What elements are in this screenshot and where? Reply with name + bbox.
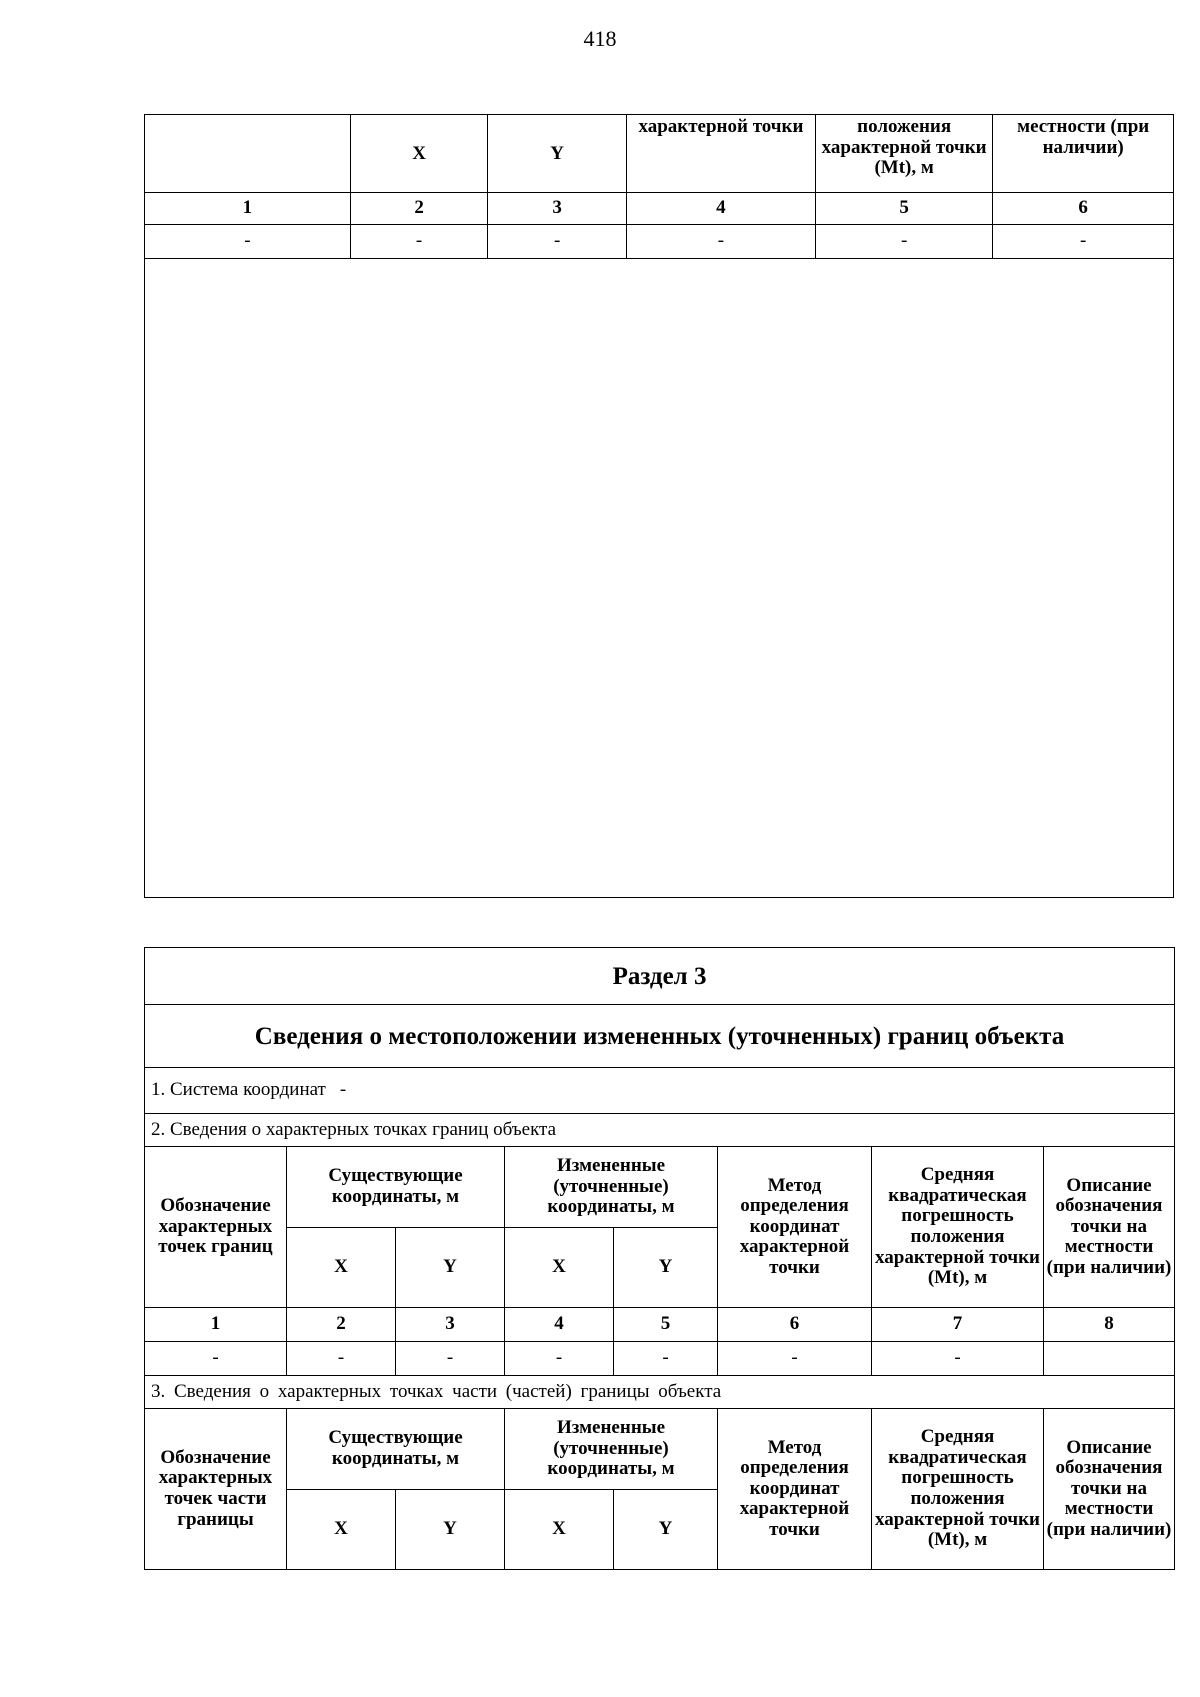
table-cell: - — [718, 1342, 872, 1376]
column-number: 6 — [993, 193, 1174, 225]
coordinate-system-row — [145, 1068, 1175, 1114]
header-cell-y: Y — [488, 115, 627, 193]
header-designation: Обозначение характерных точек границ — [145, 1147, 287, 1308]
column-number: 3 — [396, 1308, 505, 1342]
header-existing-coordinates: Существующие координаты, м — [287, 1409, 505, 1490]
section-title: Раздел 3 — [145, 948, 1175, 1005]
table-cell: - — [396, 1342, 505, 1376]
table-cell — [1044, 1342, 1175, 1376]
header-y: Y — [614, 1228, 718, 1308]
header-description: Описание обозначения точки на местности (при наличии) — [1044, 1147, 1175, 1308]
column-number: 7 — [872, 1308, 1044, 1342]
coordinate-system-label: 1. Система координат — [151, 1079, 326, 1101]
table-cell: - — [614, 1342, 718, 1376]
header-changed-coordinates: Измененные (уточненные) координаты, м — [505, 1409, 718, 1490]
column-number: 4 — [505, 1308, 614, 1342]
header-method: Метод определения координат характерной точки — [718, 1147, 872, 1308]
table-row — [145, 225, 1174, 259]
section-title-row — [145, 948, 1175, 1005]
table-cell: - — [145, 1342, 287, 1376]
column-number: 2 — [350, 193, 488, 225]
part-title-row — [145, 1376, 1175, 1409]
header-cell-description: местности (при наличии) — [993, 115, 1174, 193]
blank-area — [145, 259, 1174, 898]
header-cell-error: положения характерной точки (Mt), м — [815, 115, 992, 193]
points-title: 2. Сведения о характерных точках границ объекта — [145, 1114, 1175, 1147]
header-x: X — [505, 1228, 614, 1308]
empty-plan-area — [145, 259, 1174, 898]
points-title-row — [145, 1114, 1175, 1147]
page-number: 418 — [583, 26, 617, 51]
header-y: Y — [614, 1490, 718, 1570]
column-number: 3 — [488, 193, 627, 225]
header-row-a1 — [145, 1147, 1175, 1228]
table-cell: - — [145, 225, 351, 259]
header-x: X — [287, 1228, 396, 1308]
header-row-b1 — [145, 1409, 1175, 1490]
part-title: 3. Сведения о характерных точках части (частей) границы объекта — [145, 1376, 1175, 1409]
table-cell: - — [626, 225, 815, 259]
header-method: Метод определения координат характерной точки — [718, 1409, 872, 1570]
header-error: Средняя квадратическая погрешность положения характерной точки (Mt), м — [872, 1147, 1044, 1308]
header-designation: Обозначение характерных точек части границы — [145, 1409, 287, 1570]
section-subtitle-row — [145, 1005, 1175, 1068]
section-3-table — [144, 947, 1175, 1570]
header-description: Описание обозначения точки на местности (при наличии) — [1044, 1409, 1175, 1570]
header-cell-method: характерной точки — [626, 115, 815, 193]
table-header-row — [145, 115, 1174, 193]
column-number: 1 — [145, 1308, 287, 1342]
table-cell: - — [993, 225, 1174, 259]
column-number: 4 — [626, 193, 815, 225]
header-cell-x: X — [350, 115, 488, 193]
header-error: Средняя квадратическая погрешность положения характерной точки (Mt), м — [872, 1409, 1044, 1570]
coordinates-table-continued — [144, 114, 1174, 898]
table-row — [145, 1342, 1175, 1376]
table-cell: - — [350, 225, 488, 259]
header-changed-coordinates: Измененные (уточненные) координаты, м — [505, 1147, 718, 1228]
header-x: X — [287, 1490, 396, 1570]
header-y: Y — [396, 1490, 505, 1570]
column-number-row — [145, 193, 1174, 225]
header-y: Y — [396, 1228, 505, 1308]
column-number-row — [145, 1308, 1175, 1342]
table-cell: - — [287, 1342, 396, 1376]
column-number: 5 — [614, 1308, 718, 1342]
header-existing-coordinates: Существующие координаты, м — [287, 1147, 505, 1228]
table-cell: - — [815, 225, 992, 259]
column-number: 1 — [145, 193, 351, 225]
header-cell — [145, 115, 351, 193]
coordinate-system — [145, 1068, 1175, 1114]
column-number: 8 — [1044, 1308, 1175, 1342]
coordinate-system-value: - — [339, 1079, 347, 1101]
column-number: 2 — [287, 1308, 396, 1342]
section-subtitle: Сведения о местоположении измененных (уточненных) границ объекта — [145, 1005, 1175, 1068]
column-number: 6 — [718, 1308, 872, 1342]
header-x: X — [505, 1490, 614, 1570]
table-cell: - — [488, 225, 627, 259]
table-cell: - — [872, 1342, 1044, 1376]
column-number: 5 — [815, 193, 992, 225]
table-cell: - — [505, 1342, 614, 1376]
